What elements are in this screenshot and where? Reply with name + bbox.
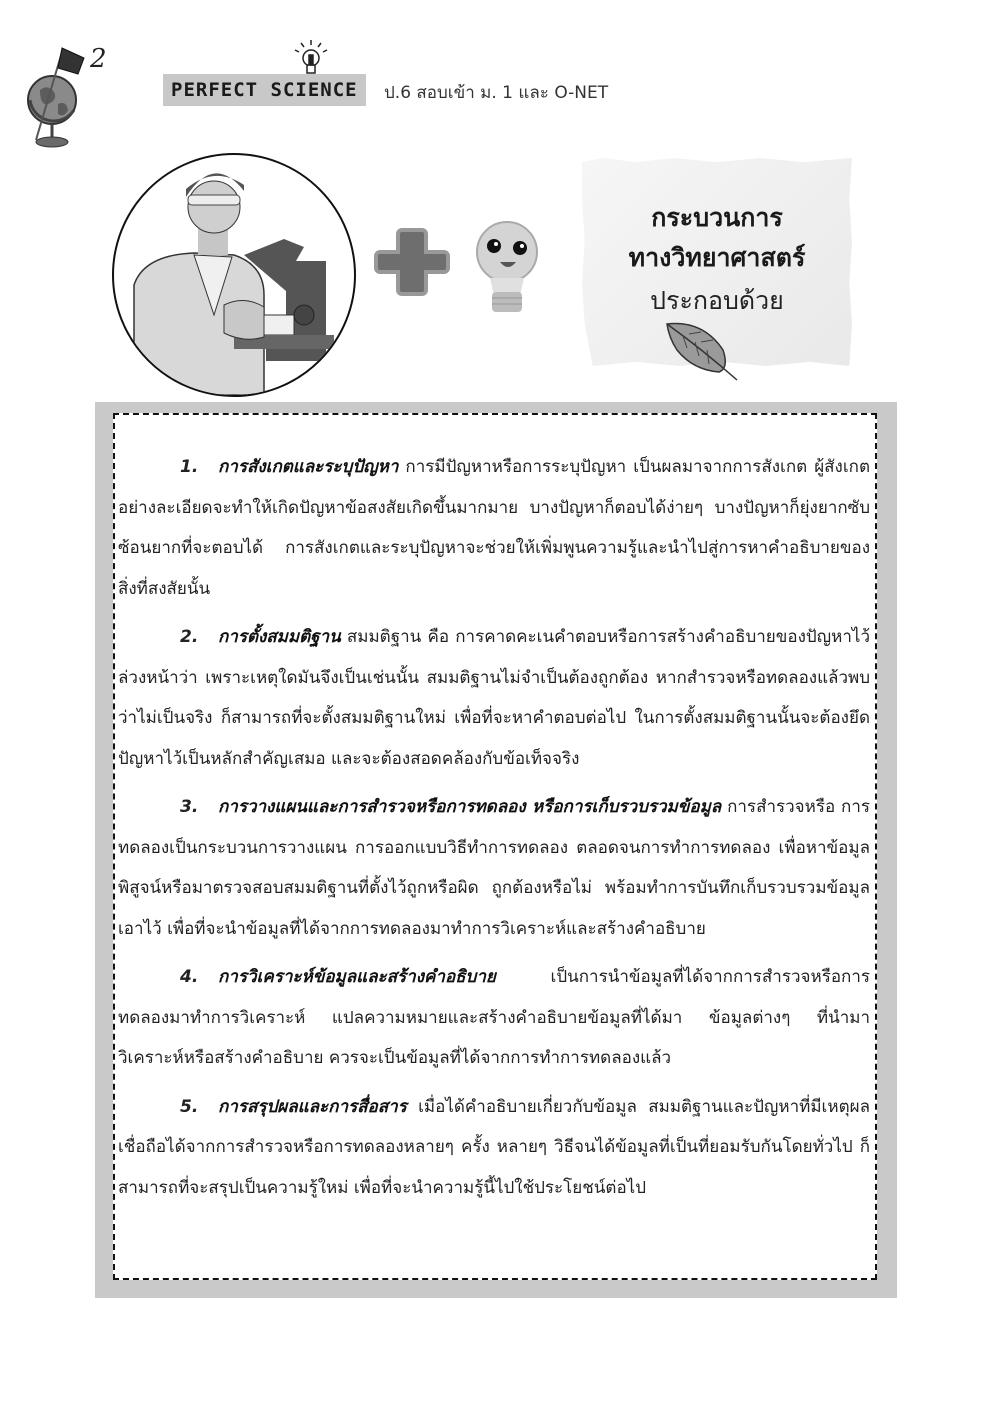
step-3 xyxy=(118,787,870,949)
smiling-bulb-icon xyxy=(472,218,542,318)
leaf-icon xyxy=(663,320,743,382)
step-heading: การสังเกตและระบุปัญหา xyxy=(218,457,399,477)
callout-title-line2: ทางวิทยาศาสตร์ xyxy=(628,243,806,272)
step-heading: การสรุปผลและการสื่อสาร xyxy=(218,1096,407,1117)
process-steps xyxy=(118,447,870,1216)
step-number: 2. xyxy=(180,627,199,647)
step-heading: การวิเคราะห์ข้อมูลและสร้างคำอธิบาย xyxy=(218,967,496,987)
step-4 xyxy=(118,957,870,1079)
step-number: 4. xyxy=(180,967,199,987)
brand-logo: PERFECT SCIENCE xyxy=(163,74,366,106)
step-body: การสำรวจหรือ การทดลองเป็นกระบวนการวางแผน การออกแบบวิธีทำการทดลอง ตลอดจนการทำการทดลอง เพื่อหาข้อมูลพิสูจน์หรือมาตรวจสอบสมมติฐานที่ตั้งไว้ถูกหรือผิด ถูกต้องหรือไม่ พร้อมทำการบันทึกเก็บรวบรวมข้อมูลเอาไว้ เพื่อที่จะนำข้อมูลที่ได้จากการทดลองมาทำการวิเคราะห์และสร้างคำอธิบาย xyxy=(118,797,871,939)
callout-title-line1: กระบวนการ xyxy=(651,203,783,232)
scientist-illustration xyxy=(112,153,356,397)
step-body: เมื่อได้คำอธิบายเกี่ยวกับข้อมูล สมมติฐานและปัญหาที่มีเหตุผลเชื่อถือได้จากการสำรวจหรือการทดลองหลายๆ ครั้ง หลายๆ วิธีจนได้ข้อมูลที่เป็นที่ยอมรับกันโดยทั่วไป ก็สามารถที่จะสรุปเป็นความรู้ใหม่ เพื่อที่จะนำความรู้นี้ไปใช้ประโยชน์ต่อไป xyxy=(118,1096,870,1198)
callout-subtitle: ประกอบด้วย xyxy=(650,286,784,315)
step-number: 1. xyxy=(180,457,199,477)
step-body: การมีปัญหาหรือการระบุปัญหา เป็นผลมาจากการสังเกต ผู้สังเกตอย่างละเอียดจะทำให้เกิดปัญหาข้อสงสัยเกิดขึ้นมากมาย บางปัญหาก็ตอบได้ง่ายๆ บางปัญหาก็ยุ่งยากซับซ้อนยากที่จะตอบได้ การสังเกตและระบุปัญหาจะช่วยให้เพิ่มพูนความรู้และนำไปสู่การหาคำอธิบายของสิ่งที่สงสัยนั้น xyxy=(118,457,870,599)
step-1 xyxy=(118,447,870,609)
step-heading: การตั้งสมมติฐาน xyxy=(218,627,341,647)
light-bulb-icon xyxy=(291,38,331,78)
step-body: เป็นการนำข้อมูลที่ได้จากการสำรวจหรือการทดลองมาทำการวิเคราะห์ แปลความหมายและสร้างคำอธิบายข้อมูลที่ได้มา ข้อมูลต่างๆ ที่นำมาวิเคราะห์หรือสร้างคำอธิบาย ควรจะเป็นข้อมูลที่ได้จากการทำการทดลองแล้ว xyxy=(118,967,870,1068)
step-number: 5. xyxy=(180,1096,199,1117)
page-number: 2 xyxy=(90,44,107,74)
plus-icon xyxy=(374,224,450,300)
scientist-with-microscope-icon xyxy=(114,155,354,395)
step-heading: การวางแผนและการสำรวจหรือการทดลอง หรือการเก็บรวบรวมข้อมูล xyxy=(218,797,722,817)
step-body: สมมติฐาน คือ การคาดคะเนคำตอบหรือการสร้างคำอธิบายของปัญหาไว้ล่วงหน้าว่า เพราะเหตุใดมันจึงเป็นเช่นนั้น สมมติฐานไม่จำเป็นต้องถูกต้อง หากสำรวจหรือทดลองแล้วพบว่าไม่เป็นจริง ก็สามารถที่จะตั้งสมมติฐานใหม่ เพื่อที่จะหาคำตอบต่อไป ในการตั้งสมมติฐานนั้นจะต้องยึดปัญหาไว้เป็นหลักสำคัญเสมอ และจะต้องสอดคล้องกับข้อเท็จจริง xyxy=(118,627,870,769)
step-5 xyxy=(118,1087,870,1209)
step-2 xyxy=(118,617,870,779)
book-subtitle: ป.6 สอบเข้า ม. 1 และ O-NET xyxy=(384,83,609,103)
step-number: 3. xyxy=(180,797,199,817)
